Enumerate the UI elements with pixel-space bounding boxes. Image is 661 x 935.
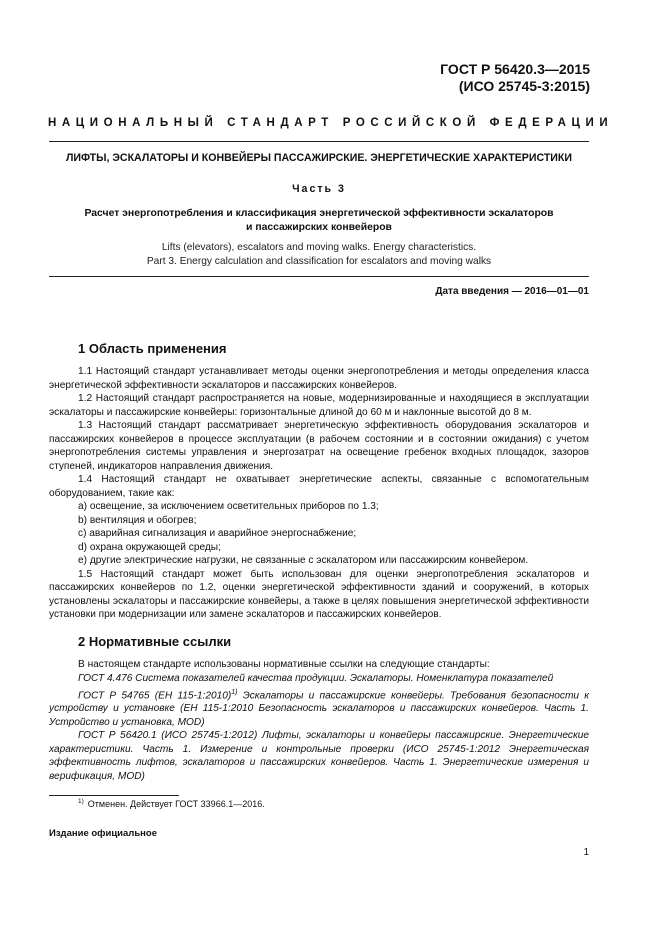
footnote-ref-mark: 1) bbox=[231, 688, 238, 696]
footnote-mark: 1) bbox=[78, 798, 84, 805]
reference-gost-4-476: ГОСТ 4.476 Система показателей качества продукции. Эскалаторы. Номенклатура показателей bbox=[78, 673, 554, 684]
subtitle-line-1: Расчет энергопотребления и классификация энергетической эффективности эскалаторов bbox=[84, 208, 554, 219]
list-item-e: e) другие электрические нагрузки, не связанные с эскалатором или пассажирским конвейером. bbox=[78, 555, 529, 566]
document-subtitle bbox=[49, 207, 589, 235]
page-number: 1 bbox=[583, 847, 589, 858]
reference-gost-r-56420-1: ГОСТ Р 56420.1 (ИСО 25745-1:2012) Лифты, эскалаторы и конвейеры пассажирские. Энергетические характеристики. Часть 1. Измерение и контрольные проверки (ИСО 25745-1:2012 Энергетическая эффективность лифтов, эскалаторов и пассажирских конвейеров. Часть 1. Энергетические измерения и верификация, MOD) bbox=[49, 730, 589, 782]
section-2-intro bbox=[49, 658, 589, 672]
section-1-heading: 1 Область применения bbox=[78, 341, 227, 356]
list-item-d: d) охрана окружающей среды; bbox=[78, 541, 221, 553]
subtitle-line-2: и пассажирских конвейеров bbox=[246, 222, 392, 233]
footnote-text: Отменен. Действует ГОСТ 33966.1—2016. bbox=[87, 799, 265, 809]
english-title-line-1: Lifts (elevators), escalators and moving walks. Energy characteristics. bbox=[161, 242, 477, 253]
list-item-b: b) вентиляция и обогрев; bbox=[78, 514, 197, 526]
iso-code: (ИСО 25745-3:2015) bbox=[458, 78, 590, 94]
section-2-heading: 2 Нормативные ссылки bbox=[78, 634, 232, 649]
english-title-line-2: Part 3. Energy calculation and classification for escalators and moving walks bbox=[146, 255, 492, 267]
references-intro: В настоящем стандарте использованы нормативные ссылки на следующие стандарты: bbox=[78, 659, 490, 670]
footnote bbox=[78, 798, 265, 809]
paragraph-1-1: 1.1 Настоящий стандарт устанавливает методы оценки энергопотребления и методы определения класса энергетической эффективности эскалаторов и пассажирских конвейеров. bbox=[49, 366, 589, 391]
paragraph-1-3: 1.3 Настоящий стандарт рассматривает энергетическую эффективность оборудования эскалаторов и пассажирских конвейеров в процессе эксплуатации (в рабочем состоянии и в состоянии ожидания) с учетом энергопотребления системы управления и энергозатрат на освещение гребенок входных площадок, зазоров ступеней, индикаторов направления движения. bbox=[49, 420, 589, 472]
list-item-a: a) освещение, за исключением осветительных приборов по 1.3; bbox=[78, 501, 379, 512]
paragraph-1-2: 1.2 Настоящий стандарт распространяется на новые, модернизированные и находящиеся в эксплуатации эскалаторы и пассажирские конвейеры: горизонтальные длиной до 60 м и наклонные высотой до 8 м. bbox=[49, 393, 589, 418]
document-title: ЛИФТЫ, ЭСКАЛАТОРЫ И КОНВЕЙЕРЫ ПАССАЖИРСКИЕ. ЭНЕРГЕТИЧЕСКИЕ ХАРАКТЕРИСТИКИ bbox=[65, 152, 572, 164]
list-item-c: c) аварийная сигнализация и аварийное энергоснабжение; bbox=[78, 528, 357, 539]
standard-code: ГОСТ Р 56420.3—2015 bbox=[440, 61, 590, 77]
reference-gost-r-54765 bbox=[49, 686, 589, 730]
official-edition-label: Издание официальное bbox=[49, 828, 157, 839]
introduction-date: Дата введения — 2016—01—01 bbox=[435, 286, 589, 297]
reference-gost-r-54765-title: Эскалаторы и пассажирские конвейеры. Требования безопасности к устройству и установке (ЕН 115-1:2010 Безопасность эскалаторов и пассажирских конвейеров. Часть 1. Устройство и установка, MOD) bbox=[49, 689, 590, 728]
paragraph-1-4: 1.4 Настоящий стандарт не охватывает энергетические аспекты, связанные с вспомогательным оборудованием, такие как: bbox=[49, 474, 589, 499]
title-divider bbox=[49, 276, 589, 277]
part-label: Часть 3 bbox=[292, 183, 346, 195]
national-standard-banner: НАЦИОНАЛЬНЫЙ СТАНДАРТ РОССИЙСКОЙ ФЕДЕРАЦИИ bbox=[48, 117, 614, 129]
paragraph-1-5: 1.5 Настоящий стандарт может быть использован для оценки энергопотребления эскалаторов и пассажирских конвейеров по 1.2, оценки энергетической эффективности зданий и сооружений, в которых установлены эскалаторы и пассажирские конвейеры, а также в целях повышения энергетической эффективности установки при модернизации или замене эскалаторов и пассажирских конвейеров. bbox=[49, 568, 589, 620]
top-divider bbox=[49, 141, 589, 142]
section-1-body bbox=[49, 365, 589, 622]
footnote-divider bbox=[49, 795, 179, 796]
english-title bbox=[49, 241, 589, 268]
reference-gost-r-54765-code: ГОСТ Р 54765 (ЕН 115-1:2010) bbox=[78, 689, 232, 701]
normative-references bbox=[49, 672, 589, 783]
